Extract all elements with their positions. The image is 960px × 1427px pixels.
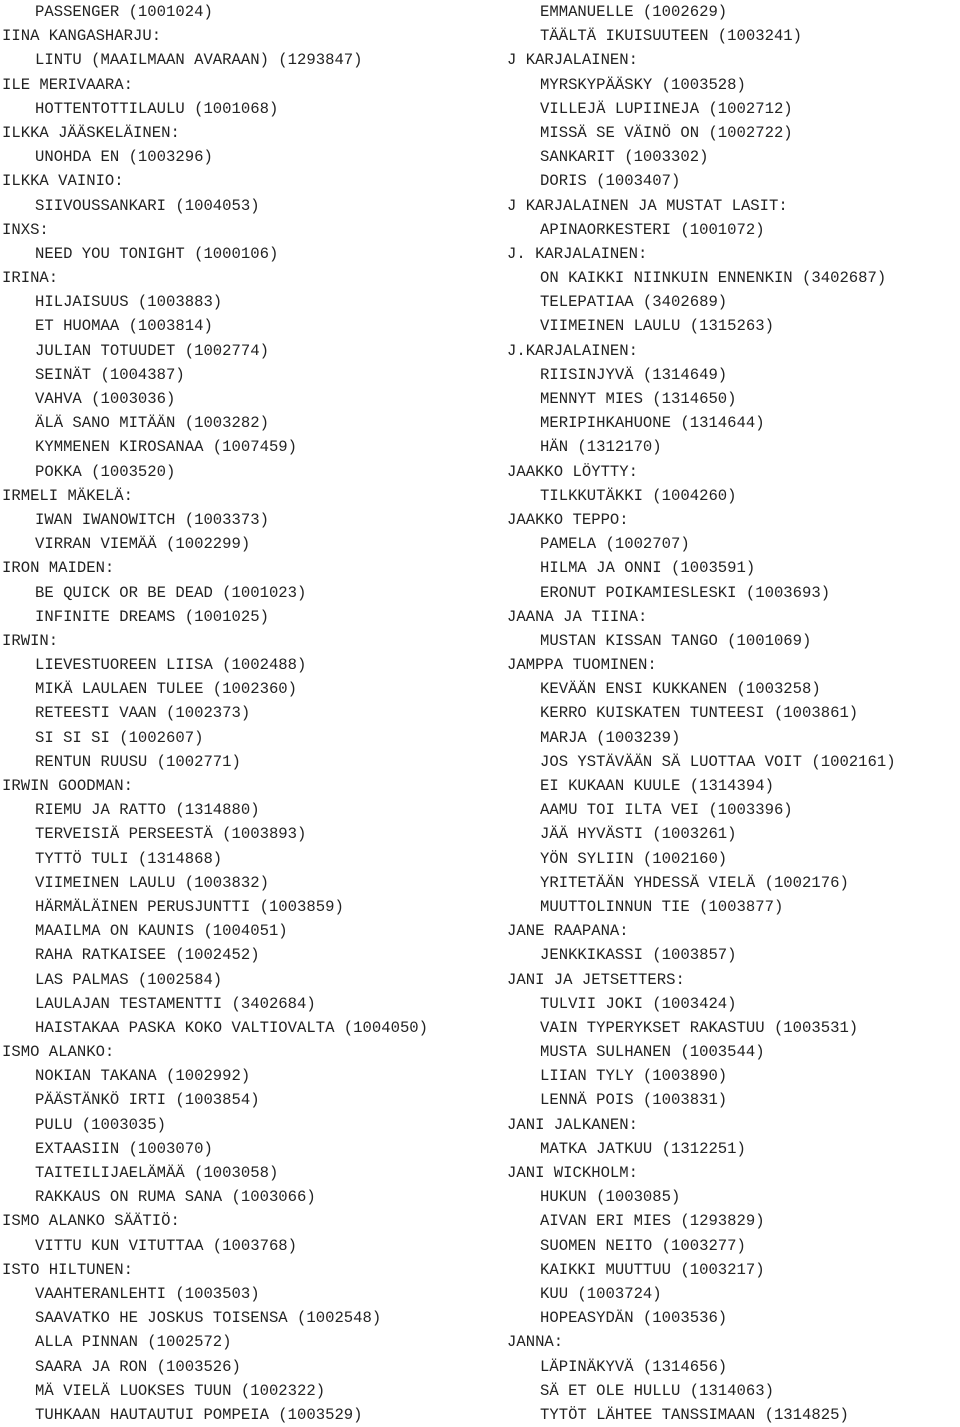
song-entry: SUOMEN NEITO (1003277) <box>540 1236 746 1255</box>
song-entry: MUUTTOLINNUN TIE (1003877) <box>540 897 784 916</box>
artist-heading: IINA KANGASHARJU: <box>2 27 162 46</box>
song-entry: EXTAASIIN (1003070) <box>35 1139 213 1158</box>
song-entry: LÄPINÄKYVÄ (1314656) <box>540 1357 728 1376</box>
song-entry: LAULAJAN TESTAMENTTI (3402684) <box>35 994 316 1013</box>
artist-heading: ILE MERIVAARA: <box>2 75 134 94</box>
song-entry: KEVÄÄN ENSI KUKKANEN (1003258) <box>540 680 821 699</box>
song-entry: SANKARIT (1003302) <box>540 148 709 167</box>
song-entry: VAHVA (1003036) <box>35 390 176 408</box>
song-entry: VAIN TYPERYKSET RAKASTUU (1003531) <box>540 1018 859 1037</box>
song-entry: VIRRAN VIEMÄÄ (1002299) <box>35 535 251 554</box>
song-entry: POKKA (1003520) <box>35 462 176 481</box>
song-entry: TYTTÖ TULI (1314868) <box>35 849 223 868</box>
song-entry: YÖN SYLIIN (1002160) <box>540 849 728 868</box>
song-entry: JENKKIKASSI (1003857) <box>540 946 737 965</box>
artist-heading: J.KARJALAINEN: <box>507 341 639 360</box>
song-entry: NEED YOU TONIGHT (1000106) <box>35 244 279 263</box>
song-entry: RAHA RATKAISEE (1002452) <box>35 946 260 965</box>
song-entry: SIIVOUSSANKARI (1004053) <box>35 196 260 215</box>
right-column <box>505 0 960 1427</box>
song-entry: HAISTAKAA PASKA KOKO VALTIOVALTA (1004050) <box>35 1018 429 1037</box>
song-entry: AIVAN ERI MIES (1293829) <box>540 1212 765 1231</box>
song-entry: MENNYT MIES (1314650) <box>540 390 737 408</box>
artist-heading: JANI WICKHOLM: <box>507 1164 639 1182</box>
artist-heading: J KARJALAINEN JA MUSTAT LASIT: <box>507 196 788 215</box>
song-entry: KERRO KUISKATEN TUNTEESI (1003861) <box>540 704 859 723</box>
artist-heading: JANNA: <box>507 1333 564 1352</box>
artist-heading: JAMPPA TUOMINEN: <box>507 656 657 675</box>
song-entry: TELEPATIAA (3402689) <box>540 293 728 312</box>
song-entry: MARJA (1003239) <box>540 728 681 747</box>
song-entry: VIIMEINEN LAULU (1003832) <box>35 873 269 892</box>
artist-heading: ISMO ALANKO SÄÄTIÖ: <box>2 1212 180 1231</box>
artist-heading: IRWIN: <box>2 631 59 650</box>
song-entry: MAAILMA ON KAUNIS (1004051) <box>35 922 288 941</box>
song-entry: ÄLÄ SANO MITÄÄN (1003282) <box>35 414 269 433</box>
song-entry: TAITEILIJAELÄMÄÄ (1003058) <box>35 1164 279 1182</box>
artist-heading: JAAKKO LÖYTTY: <box>507 462 639 481</box>
song-entry: KYMMENEN KIROSANAA (1007459) <box>35 438 298 457</box>
song-entry: VITTU KUN VITUTTAA (1003768) <box>35 1236 298 1255</box>
song-entry: AAMU TOI ILTA VEI (1003396) <box>540 801 793 820</box>
song-entry: RAKKAUS ON RUMA SANA (1003066) <box>35 1188 316 1207</box>
artist-heading: JANI JA JETSETTERS: <box>507 970 685 989</box>
song-entry: KAIKKI MUUTTUU (1003217) <box>540 1260 765 1279</box>
artist-heading: IRMELI MÄKELÄ: <box>2 486 134 505</box>
song-entry: MYRSKYPÄÄSKY (1003528) <box>540 75 746 94</box>
song-entry: LAS PALMAS (1002584) <box>35 970 223 989</box>
song-entry: MÄ VIELÄ LUOKSES TUUN (1002322) <box>35 1381 326 1400</box>
song-entry: MATKA JATKUU (1312251) <box>540 1139 746 1158</box>
artist-heading: IRINA: <box>2 269 59 288</box>
song-entry: UNOHDA EN (1003296) <box>35 148 213 167</box>
song-entry: JÄÄ HYVÄSTI (1003261) <box>540 825 737 844</box>
artist-heading: INXS: <box>2 220 49 239</box>
song-entry: DORIS (1003407) <box>540 172 681 191</box>
artist-heading: J. KARJALAINEN: <box>507 244 648 263</box>
song-entry: PULU (1003035) <box>35 1115 167 1134</box>
artist-heading: ILKKA JÄÄSKELÄINEN: <box>2 123 180 142</box>
song-entry: KUU (1003724) <box>540 1284 662 1303</box>
song-entry: TYTÖT LÄHTEE TANSSIMAAN (1314825) <box>540 1405 849 1424</box>
artist-heading: ILKKA VAINIO: <box>2 172 124 191</box>
song-entry: NOKIAN TAKANA (1002992) <box>35 1067 251 1086</box>
song-entry: SÄ ET OLE HULLU (1314063) <box>540 1381 774 1400</box>
song-entry: APINAORKESTERI (1001072) <box>540 220 765 239</box>
song-entry: TILKKUTÄKKI (1004260) <box>540 486 737 505</box>
song-entry: EI KUKAAN KUULE (1314394) <box>540 777 774 795</box>
song-entry: VAAHTERANLEHTI (1003503) <box>35 1284 260 1303</box>
song-entry: SAAVATKO HE JOSKUS TOISENSA (1002548) <box>35 1309 382 1328</box>
song-entry: HILJAISUUS (1003883) <box>35 293 223 312</box>
song-entry: SI SI SI (1002607) <box>35 728 204 747</box>
artist-heading: JAANA JA TIINA: <box>507 607 648 626</box>
artist-heading: IRON MAIDEN: <box>2 559 115 578</box>
song-entry: LIIAN TYLY (1003890) <box>540 1067 728 1086</box>
song-entry: JOS YSTÄVÄÄN SÄ LUOTTAA VOIT (1002161) <box>540 752 896 771</box>
song-entry: IWAN IWANOWITCH (1003373) <box>35 510 269 529</box>
song-entry: ON KAIKKI NIINKUIN ENNENKIN (3402687) <box>540 269 887 288</box>
song-entry: SEINÄT (1004387) <box>35 365 185 384</box>
song-entry: HUKUN (1003085) <box>540 1188 681 1207</box>
song-entry: MIKÄ LAULAEN TULEE (1002360) <box>35 680 298 699</box>
artist-heading: JANI JALKANEN: <box>507 1115 639 1134</box>
song-entry: PASSENGER (1001024) <box>35 3 213 21</box>
song-entry: YRITETÄÄN YHDESSÄ VIELÄ (1002176) <box>540 873 849 892</box>
song-entry: MUSTA SULHANEN (1003544) <box>540 1043 765 1062</box>
artist-heading: J KARJALAINEN: <box>507 51 639 70</box>
song-entry: HÄN (1312170) <box>540 438 662 457</box>
song-entry: RIEMU JA RATTO (1314880) <box>35 801 260 820</box>
song-entry: ET HUOMAA (1003814) <box>35 317 213 336</box>
song-entry: HÄRMÄLÄINEN PERUSJUNTTI (1003859) <box>35 897 344 916</box>
song-entry: VILLEJÄ LUPIINEJA (1002712) <box>540 99 793 118</box>
song-entry: RETEESTI VAAN (1002373) <box>35 704 251 723</box>
song-entry: JULIAN TOTUUDET (1002774) <box>35 341 269 360</box>
song-entry: ERONUT POIKAMIESLESKI (1003693) <box>540 583 831 602</box>
song-entry: LINTU (MAAILMAAN AVARAAN) (1293847) <box>35 51 363 70</box>
song-entry: VIIMEINEN LAULU (1315263) <box>540 317 774 336</box>
song-entry: RIISINJYVÄ (1314649) <box>540 365 728 384</box>
song-entry: LENNÄ POIS (1003831) <box>540 1091 728 1110</box>
song-entry: TULVII JOKI (1003424) <box>540 994 737 1013</box>
song-entry: HOPEASYDÄN (1003536) <box>540 1309 728 1328</box>
artist-heading: ISMO ALANKO: <box>2 1043 115 1062</box>
song-entry: PAMELA (1002707) <box>540 535 690 554</box>
song-entry: RENTUN RUUSU (1002771) <box>35 752 241 771</box>
song-entry: TUHKAAN HAUTAUTUI POMPEIA (1003529) <box>35 1405 363 1424</box>
song-entry: BE QUICK OR BE DEAD (1001023) <box>35 583 307 602</box>
song-entry: HOTTENTOTTILAULU (1001068) <box>35 99 279 118</box>
song-entry: INFINITE DREAMS (1001025) <box>35 607 269 626</box>
song-entry: MISSÄ SE VÄINÖ ON (1002722) <box>540 123 793 142</box>
song-entry: MUSTAN KISSAN TANGO (1001069) <box>540 631 812 650</box>
song-entry: HILMA JA ONNI (1003591) <box>540 559 756 578</box>
artist-heading: JAAKKO TEPPO: <box>507 510 629 529</box>
song-entry: ALLA PINNAN (1002572) <box>35 1333 232 1352</box>
artist-heading: IRWIN GOODMAN: <box>2 777 134 795</box>
song-entry: EMMANUELLE (1002629) <box>540 3 728 21</box>
song-entry: PÄÄSTÄNKÖ IRTI (1003854) <box>35 1091 260 1110</box>
song-entry: LIEVESTUOREEN LIISA (1002488) <box>35 656 307 675</box>
artist-heading: ISTO HILTUNEN: <box>2 1260 134 1279</box>
song-entry: MERIPIHKAHUONE (1314644) <box>540 414 765 433</box>
song-entry: TÄÄLTÄ IKUISUUTEEN (1003241) <box>540 27 803 46</box>
song-entry: SAARA JA RON (1003526) <box>35 1357 241 1376</box>
song-entry: TERVEISIÄ PERSEESTÄ (1003893) <box>35 825 307 844</box>
artist-heading: JANE RAAPANA: <box>507 922 629 941</box>
